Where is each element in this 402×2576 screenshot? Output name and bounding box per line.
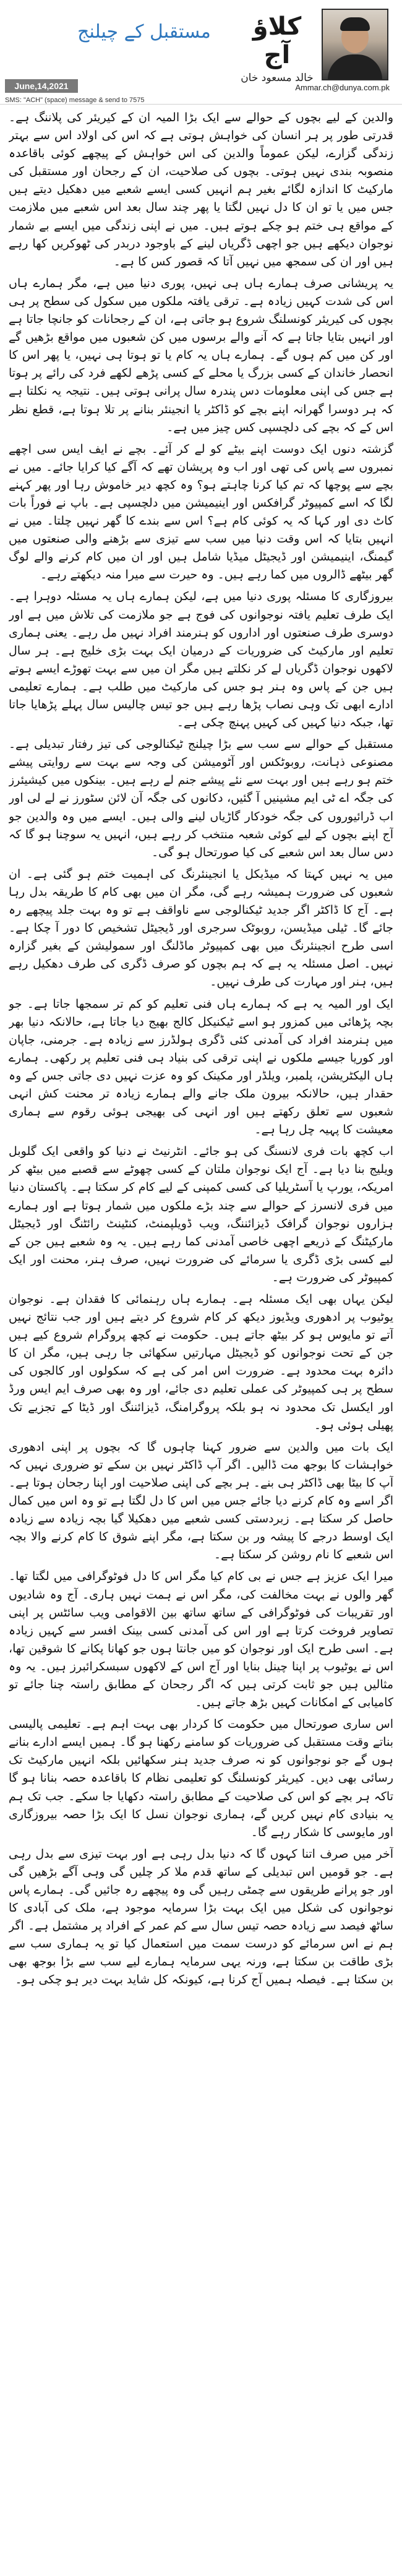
article-paragraph: یہ پریشانی صرف ہمارے ہاں ہی نہیں، پوری دنیا میں ہے، مگر ہمارے ہاں اس کی شدت کہیں زیادہ ہے۔ ترقی یافتہ ملکوں میں سکول کی سطح پر ہی بچوں کی کیریئر کونسلنگ شروع ہو جاتی ہے، ان کے رجحانات کو جانچا جاتا ہے اور انہیں بتایا جاتا ہے کہ آنے والے برسوں میں کن شعبوں میں مواقع بڑھیں گے اور کن میں کم ہوں گے۔ ہمارے ہاں یہ کام یا تو ہوتا ہی نہیں، یا پھر اس کا انحصار خاندان کے کسی بزرگ یا محلے کے کسی پڑھے لکھے فرد کی رائے پر ہوتا ہے جس کی اپنی معلومات دس پندرہ سال پرانی ہوتی ہیں۔ نتیجہ یہ نکلتا ہے کہ ہر دوسرا گھرانہ اپنے بچے کو ڈاکٹر یا انجینئر بنانے پر تلا ہوتا ہے، قطع نظر اس کے کہ بچے کی دلچسپی کس چیز میں ہے۔ <box>9 276 393 434</box>
article-paragraph: آخر میں صرف اتنا کہوں گا کہ دنیا بدل رہی ہے اور بہت تیزی سے بدل رہی ہے۔ جو قومیں اس تبدیلی کے ساتھ قدم ملا کر چلیں گی وہی آگے بڑھیں گی اور جو پرانے طریقوں سے چمٹی رہیں گی وہ پیچھے رہ جائیں گی۔ ہمارے پاس نوجوانوں کی شکل میں ایک بہت بڑا سرمایہ موجود ہے، ملک کی آبادی کا ساٹھ فیصد سے زیادہ حصہ تیس سال سے کم عمر کے افراد پر مشتمل ہے۔ اگر ہم نے اس سرمائے کو درست سمت میں استعمال کیا تو یہ ہماری سب سے بڑی طاقت بن سکتا ہے، ورنہ یہی سرمایہ ہمارے لیے سب سے بڑا بوجھ بھی بن سکتا ہے۔ فیصلہ ہمیں آج کرنا ہے، کیونکہ کل شاید بہت دیر ہو چکی ہو۔ <box>9 1847 393 1987</box>
article-paragraph: ایک بات میں والدین سے ضرور کہنا چاہوں گا کہ بچوں پر اپنی ادھوری خواہشات کا بوجھ مت ڈالیں۔ اگر آپ ڈاکٹر نہیں بن سکے تو ضروری نہیں کہ آپ کا بیٹا بھی ڈاکٹر ہی بنے۔ ہر بچے کی اپنی صلاحیت اور اپنا رجحان ہوتا ہے۔ اگر اسے وہ کام کرنے دیا جائے جس میں اس کا دل لگتا ہے تو وہ اس میں کمال حاصل کر سکتا ہے۔ زبردستی کسی شعبے میں دھکیلا گیا بچہ زیادہ سے زیادہ ایک اوسط درجے کا پیشہ ور بن سکتا ہے، مگر اپنے شوق کا کام کرنے والا بچہ اس شعبے کا نام روشن کر سکتا ہے۔ <box>9 1440 393 1562</box>
article-body <box>9 109 393 2566</box>
column-headline <box>73 21 215 43</box>
article-paragraph: لیکن یہاں بھی ایک مسئلہ ہے۔ ہمارے ہاں رہنمائی کا فقدان ہے۔ نوجوان یوٹیوب پر ادھوری ویڈیوز دیکھ کر کام شروع کر دیتے ہیں اور جب نتائج نہیں آتے تو مایوس ہو کر بیٹھ جاتے ہیں۔ حکومت نے کچھ پروگرام شروع کیے ہیں جن کے تحت نوجوانوں کو ڈیجیٹل مہارتیں سکھائی جا رہی ہیں، مگر ان کا دائرہ بہت محدود ہے۔ ضرورت اس امر کی ہے کہ سکولوں اور کالجوں کی سطح پر ہی کمپیوٹر کی عملی تعلیم دی جائے، اور وہ بھی صرف ایم ایس ورڈ اور ایکسل تک محدود نہ ہو بلکہ پروگرامنگ، ڈیزائننگ اور ڈیٹا کے تجزیے تک پھیلی ہوئی ہو۔ <box>9 1292 393 1432</box>
article-paragraph: مستقبل کے حوالے سے سب سے بڑا چیلنج ٹیکنالوجی کی تیز رفتار تبدیلی ہے۔ مصنوعی ذہانت، روبوٹکس اور آٹومیشن کی وجہ سے بہت سے روایتی پیشے ختم ہو رہے ہیں اور بہت سے نئے پیشے جنم لے رہے ہیں۔ بینکوں میں کیشیئرز کی جگہ اے ٹی ایم مشینیں آ گئیں، دکانوں کی جگہ آن لائن سٹورز نے لے لی اور اب ڈرائیوروں کی جگہ خودکار گاڑیاں لینے والی ہیں۔ ایسے میں وہ والدین جو آج اپنے بچوں کے لیے کوئی شعبہ منتخب کر رہے ہیں، انہیں یہ سوچنا ہو گا کہ دس سال بعد اس شعبے کی کیا صورتحال ہو گی۔ <box>9 737 393 859</box>
article-paragraph: ایک اور المیہ یہ ہے کہ ہمارے ہاں فنی تعلیم کو کم تر سمجھا جاتا ہے۔ جو بچہ پڑھائی میں کمزور ہو اسے ٹیکنیکل کالج بھیج دیا جاتا ہے، حالانکہ دنیا بھر میں ہنرمند افراد کی آمدنی کئی ڈگری ہولڈرز سے زیادہ ہے۔ جرمنی، جاپان اور کوریا جیسے ملکوں نے اپنی ترقی کی بنیاد ہی فنی تعلیم پر رکھی۔ ہمارے ہاں الیکٹریشن، پلمبر، ویلڈر اور مکینک کو وہ عزت نہیں دی جاتی جس کے وہ حقدار ہیں، حالانکہ بیرون ملک جانے والے ہمارے زیادہ تر محنت کش انہی شعبوں سے تعلق رکھتے ہیں اور انہی کی بھیجی ہوئی رقوم سے ہماری معیشت کا پہیہ چل رہا ہے۔ <box>9 997 393 1137</box>
article-paragraph: میں یہ نہیں کہتا کہ میڈیکل یا انجینئرنگ کی اہمیت ختم ہو گئی ہے۔ ان شعبوں کی ضرورت ہمیشہ رہے گی، مگر ان میں بھی کام کا طریقہ بدل رہا ہے۔ آج کا ڈاکٹر اگر جدید ٹیکنالوجی سے ناواقف ہے تو وہ بہت جلد پیچھے رہ جائے گا۔ ٹیلی میڈیسن، روبوٹک سرجری اور ڈیجیٹل تشخیص کا دور آ چکا ہے۔ اسی طرح انجینئرنگ میں بھی کمپیوٹر ماڈلنگ اور سمولیشن کے بغیر گزارہ نہیں۔ اصل مسئلہ یہ ہے کہ ہم بچوں کو صرف ڈگری کی طرف دھکیل رہے ہیں، ہنر اور مہارت کی طرف نہیں۔ <box>9 867 393 989</box>
publish-date: June,14,2021 <box>5 79 78 93</box>
author-name: خالد مسعود خان <box>241 72 314 84</box>
column-brand <box>240 12 314 84</box>
photo-hair <box>340 17 370 31</box>
brand-logo: کلاؤ آج <box>252 12 302 69</box>
article-paragraph: گزشتہ دنوں ایک دوست اپنے بیٹے کو لے کر آئے۔ بچے نے ایف ایس سی اچھے نمبروں سے پاس کی تھی اور اب وہ پریشان تھے کہ آگے کیا کرایا جائے۔ میں نے بچے سے پوچھا کہ تم کیا کرنا چاہتے ہو؟ وہ کچھ دیر خاموش رہا اور پھر کہنے لگا کہ اسے کمپیوٹر گرافکس اور اینیمیشن میں دلچسپی ہے۔ باپ نے فوراً بات کاٹ دی اور کہا کہ یہ کوئی کام ہے؟ اس سے بندے کا گھر نہیں چلتا۔ میں نے انہیں بتایا کہ اس وقت دنیا میں سب سے تیزی سے بڑھنے والی صنعتوں میں گیمنگ، اینیمیشن اور ڈیجیٹل میڈیا شامل ہیں اور ان میں کام کرنے والے لوگ گھر بیٹھے ڈالروں میں کما رہے ہیں۔ وہ حیرت سے میرا منہ دیکھتے رہے۔ <box>9 442 393 582</box>
article-paragraph: اب کچھ بات فری لانسنگ کی ہو جائے۔ انٹرنیٹ نے دنیا کو واقعی ایک گلوبل ویلیج بنا دیا ہے۔ آج ایک نوجوان ملتان کے کسی چھوٹے سے قصبے میں بیٹھ کر امریکہ، یورپ یا آسٹریلیا کی کسی کمپنی کے لیے کام کر سکتا ہے۔ پاکستان دنیا میں فری لانسرز کے حوالے سے چند بڑے ملکوں میں شمار ہوتا ہے اور ہمارے ہزاروں نوجوان گرافک ڈیزائننگ، ویب ڈویلپمنٹ، کنٹینٹ رائٹنگ اور ڈیجیٹل مارکیٹنگ کے ذریعے اچھی خاصی آمدنی کما رہے ہیں۔ یہ وہ شعبے ہیں جن کے لیے کسی بڑی ڈگری یا سرمائے کی ضرورت نہیں، صرف ہنر، محنت اور ایک کمپیوٹر کی ضرورت ہے۔ <box>9 1144 393 1284</box>
author-email[interactable]: Ammar.ch@dunya.com.pk <box>295 83 390 92</box>
article-paragraph: میرا ایک عزیز ہے جس نے بی کام کیا مگر اس کا دل فوٹوگرافی میں لگتا تھا۔ گھر والوں نے بہت مخالفت کی، مگر اس نے ہمت نہیں ہاری۔ آج وہ شادیوں اور تقریبات کی فوٹوگرافی کے ساتھ ساتھ بین الاقوامی ویب سائٹس پر اپنی تصاویر فروخت کرتا ہے اور اس کی آمدنی کسی بینک افسر سے کہیں زیادہ ہے۔ اسی طرح ایک اور نوجوان کو میں جانتا ہوں جو کھانا پکانے کا شوقین تھا، اس نے یوٹیوب پر اپنا چینل بنایا اور آج اس کے لاکھوں سبسکرائبرز ہیں۔ یہ وہ مثالیں ہیں جو ثابت کرتی ہیں کہ اگر رجحان کے مطابق راستہ چنا جائے تو کامیابی کے امکانات کہیں بڑھ جاتے ہیں۔ <box>9 1569 393 1710</box>
headline-main: مستقبل کے چیلنج <box>77 21 211 43</box>
photo-shoulders <box>328 54 382 80</box>
article-paragraph: اس ساری صورتحال میں حکومت کا کردار بھی بہت اہم ہے۔ تعلیمی پالیسی بناتے وقت مستقبل کی ضروریات کو سامنے رکھنا ہو گا۔ ہمیں ایسے ادارے بنانے ہوں گے جو نوجوانوں کو نہ صرف جدید ہنر سکھائیں بلکہ انہیں مارکیٹ تک رسائی بھی دیں۔ کیریئر کونسلنگ کو تعلیمی نظام کا باقاعدہ حصہ بنانا ہو گا تاکہ ہر بچے کو اس کی صلاحیت کے مطابق راستہ دکھایا جا سکے۔ جب تک ہم یہ بنیادی کام نہیں کریں گے، ہماری نوجوان نسل کا ایک بڑا حصہ بیروزگاری اور مایوسی کا شکار رہے گا۔ <box>9 1717 393 1839</box>
column-masthead <box>0 0 402 105</box>
article-paragraph: بیروزگاری کا مسئلہ پوری دنیا میں ہے، لیکن ہمارے ہاں یہ مسئلہ دوہرا ہے۔ ایک طرف تعلیم یافتہ نوجوانوں کی فوج ہے جو ملازمت کی تلاش میں ہے اور دوسری طرف صنعتوں اور اداروں کو ہنرمند افراد نہیں مل رہے۔ یعنی ہماری تعلیم اور مارکیٹ کی ضروریات کے درمیان ایک بہت بڑی خلیج ہے۔ ہر سال لاکھوں نوجوان ڈگریاں لے کر نکلتے ہیں مگر ان میں سے بہت تھوڑے ایسے ہوتے ہیں جن کے پاس وہ ہنر ہو جس کی مارکیٹ میں طلب ہے۔ ہمارے تعلیمی ادارے ابھی تک وہی نصاب پڑھا رہے ہیں جو تیس چالیس سال پہلے پڑھایا جاتا تھا، جبکہ دنیا کہیں کی کہیں پہنچ چکی ہے۔ <box>9 590 393 730</box>
author-photo <box>322 9 388 80</box>
article-paragraph: والدین کے لیے بچوں کے حوالے سے ایک بڑا المیہ ان کے کیریئر کی پلاننگ ہے۔ قدرتی طور پر ہر انسان کی خواہش ہوتی ہے کہ اس کی اولاد اس سے بہتر زندگی گزارے، لیکن عموماً والدین کی اس خواہش کے پیچھے کوئی باقاعدہ منصوبہ بندی نہیں ہوتی۔ بچوں کی صلاحیت، ان کے رجحان اور مستقبل کی مارکیٹ کا اندازہ لگائے بغیر ہم انہیں کسی ایسے شعبے میں دھکیل دیتے ہیں جس میں یا تو ان کا دل نہیں لگتا یا پھر چند سال بعد اس شعبے میں ملازمت کے مواقع ہی ختم ہو چکے ہوتے ہیں۔ میں نے اپنی زندگی میں ایسے بے شمار نوجوان دیکھے ہیں جو اچھی ڈگریاں لینے کے باوجود دربدر کی ٹھوکریں کھا رہے ہیں اور ان کی سمجھ میں نہیں آتا کہ قصور کس کا ہے۔ <box>9 111 393 268</box>
sms-instruction: SMS: "ACH" (space) message & send to 7575 <box>5 97 145 104</box>
